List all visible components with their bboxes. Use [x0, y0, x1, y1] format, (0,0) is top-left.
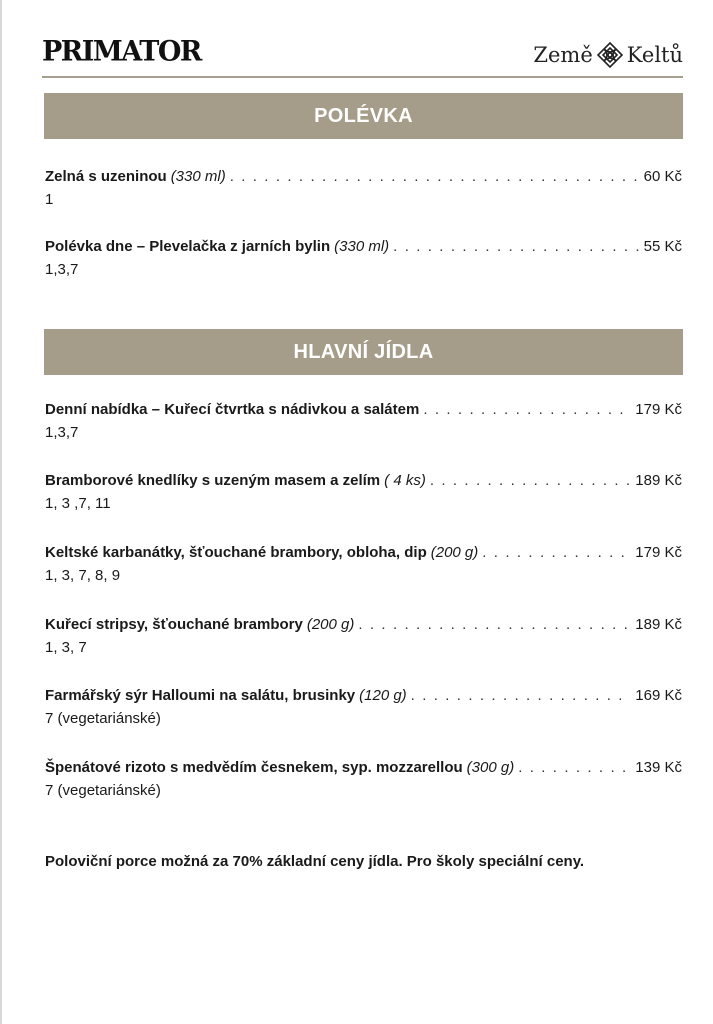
section-title-main-courses: HLAVNÍ JÍDLA [44, 329, 683, 375]
item-portion: (330 ml) [334, 238, 390, 255]
item-allergens: 7 (vegetariánské) [45, 782, 161, 799]
item-price: 189 Kč [635, 472, 682, 489]
item-price: 189 Kč [635, 616, 682, 633]
header-divider [42, 76, 683, 78]
item-allergens: 7 (vegetariánské) [45, 710, 161, 727]
half-portion-note: Poloviční porce možná za 70% základní ceny jídla. Pro školy speciální ceny. [45, 853, 585, 870]
menu-item [45, 614, 682, 659]
menu-item [45, 685, 682, 730]
item-allergens: 1,3,7 [45, 424, 79, 441]
item-name: Keltské karbanátky, šťouchané brambory, obloha, dip [45, 544, 427, 561]
dot-leader [518, 757, 631, 779]
menu-item [45, 757, 682, 802]
item-name: Špenátové rizoto s medvědím česnekem, syp. mozzarellou [45, 759, 463, 776]
item-name: Polévka dne – Plevelačka z jarních bylin [45, 238, 331, 255]
item-price: 179 Kč [635, 544, 682, 561]
item-name: Farmářský sýr Halloumi na salátu, brusinky [45, 687, 356, 704]
item-portion: ( 4 ks) [384, 472, 426, 489]
celtic-knot-icon [596, 41, 624, 69]
primator-logo: PRIMATOR [42, 35, 201, 68]
item-price: 179 Kč [635, 401, 682, 418]
menu-header [42, 30, 683, 76]
item-allergens: 1, 3, 7, 8, 9 [45, 567, 121, 584]
page-edge [0, 0, 2, 1024]
item-allergens: 1, 3 ,7, 11 [45, 495, 111, 512]
menu-item [45, 542, 682, 587]
dot-leader [230, 166, 640, 188]
item-allergens: 1,3,7 [45, 261, 79, 278]
zeme-keltu-logo [533, 40, 683, 70]
item-portion: (120 g) [359, 687, 407, 704]
item-allergens: 1 [45, 191, 54, 208]
item-name: Bramborové knedlíky s uzeným masem a zelím [45, 472, 381, 489]
dot-leader [423, 399, 631, 421]
dot-leader [482, 542, 631, 564]
section-title-soups: POLÉVKA [44, 93, 683, 139]
item-price: 139 Kč [635, 759, 682, 776]
menu-item [45, 166, 682, 211]
dot-leader [393, 236, 639, 258]
dot-leader [411, 685, 632, 707]
menu-item [45, 399, 682, 444]
menu-item [45, 470, 682, 515]
logo-text-keltu: Keltů [626, 43, 683, 67]
item-price: 169 Kč [635, 687, 682, 704]
item-price: 55 Kč [643, 238, 682, 255]
dot-leader [430, 470, 631, 492]
item-portion: (300 g) [466, 759, 515, 776]
dot-leader [358, 614, 631, 636]
item-portion: (330 ml) [170, 168, 226, 185]
item-name: Zelná s uzeninou [45, 168, 167, 185]
item-portion: (200 g) [430, 544, 479, 561]
item-allergens: 1, 3, 7 [45, 639, 87, 656]
menu-item [45, 236, 682, 281]
item-name: Kuřecí stripsy, šťouchané brambory [45, 616, 303, 633]
item-portion: (200 g) [306, 616, 355, 633]
item-name: Denní nabídka – Kuřecí čtvrtka s nádivkou a salátem [45, 401, 420, 418]
logo-text-zeme: Země [533, 43, 593, 67]
item-price: 60 Kč [643, 168, 682, 185]
